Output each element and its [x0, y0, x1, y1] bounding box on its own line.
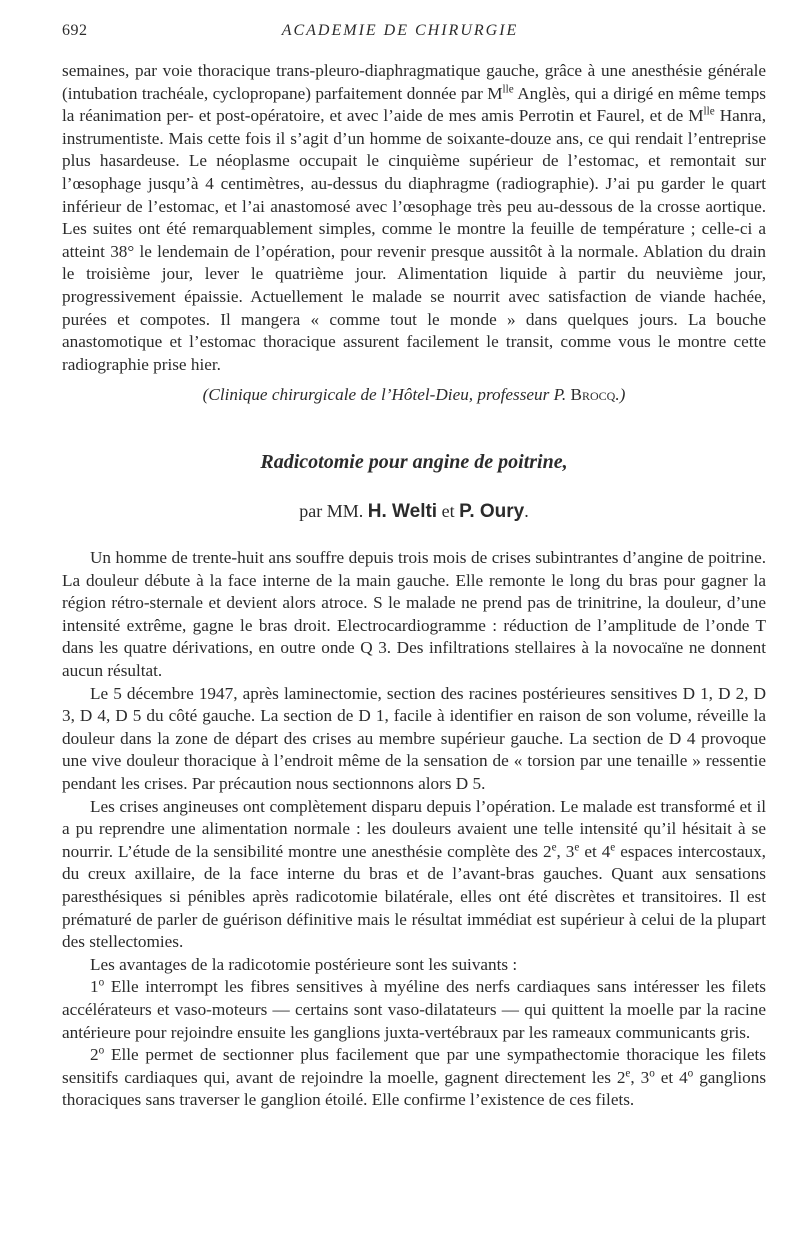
running-head: ACADEMIE DE CHIRURGIE — [281, 22, 519, 39]
body-text — [62, 60, 766, 1112]
author-welti: H. Welti — [367, 500, 438, 522]
article-title: Radicotomie pour angine de poitrine, — [260, 450, 568, 473]
article-paragraph-2: Le 5 décembre 1947, après laminectomie, section des racines postérieures sensitives D 1, D 2, D 3, D 4, D 5 du côté gauche. La section de D 1, facile à identifier en raison de son volume, réveille la douleur dans la zone de départ des crises au membre supérieur gauche. La section de D 4 provoque une vive douleur thoracique à l’endroit même de la sensation de « torsion par une tenaille » ressentie pendant les crises. Par précaution nous sectionnons alors D 5. — [62, 683, 766, 794]
article-authors: par MM. H. Welti et P. Oury. — [299, 500, 529, 522]
previous-article-paragraph: semaines, par voie thoracique trans-pleuro-diaphragmatique gauche, grâce à une anesthésie générale (intubation trachéale, cyclopropane) parfaitement donnée par $M^{lle}$ Anglès, qui a dirigé en même temps la réanimation per- et post-opératoire, et avec l’aide de mes amis Perrotin et Faurel, et de $M^{lle}$ Hanra, instrumentiste. Mais cette fois il s’agit d’un homme de soixante-douze ans, ce qui rendait l’entreprise plus hasardeuse. Le néoplasme occupait le cinquième supérieur de l’estomac, et remontait sur l’œsophage jusqu’à 4 centimètres, au-dessus du diaphragme (radiographie). J’ai pu garder le quart inférieur de l’estomac, et l’ai anastomosé avec l’œsophage très peu au-dessous de la crosse aortique. Les suites ont été remarquablement simples, comme le montre la feuille de température ; celle-ci a atteint 38° le lendemain de l’opération, pour revenir presque aussitôt à la normale. Ablation du drain le troisième jour, lever le quatrième jour. Alimentation liquide à partir du neuvième jour, progressivement épaissie. Actuellement le malade se nourrit avec satisfaction de viande hachée, purées et compotes. Il mangera « comme tout le monde » dans quelques jours. La bouche anastomotique et l’estomac thoracique assurent facilement le transit, comme vous le montre cette radiographie prise hier. — [62, 61, 766, 374]
article-paragraph-1: Un homme de trente-huit ans souffre depuis trois mois de crises subintrantes d’angine de poitrine. La douleur débute à la face interne de la main gauche. Elle remonte le long du bras pour gagner la région rétro-sternale et devient alors atroce. S le malade ne prend pas de trinitrine, la douleur, d’une intensité extrême, gagne le bras droit. Electrocardiogramme : réduction de l’amplitude de l’onde T dans les quatre dérivations, en outre onde Q 3. Des infiltrations stellaires à la novocaïne ne donnent aucun résultat. — [62, 548, 766, 681]
previous-article-signature: (Clinique chirurgicale de l’Hôtel-Dieu, professeur P. Brocq.) — [202, 385, 626, 405]
article-paragraph-5: 1$^o$ Elle interrompt les fibres sensitives à myéline des nerfs cardiaques sans intéresser les filets accélérateurs et vaso-moteurs — certains sont vaso-dilatateurs — qui quittent la moelle par la racine antérieure pour rejoindre ensuite les ganglions juxta-vertébraux par les rameaux communicants gris. — [62, 976, 766, 1042]
author-oury: P. Oury — [459, 500, 525, 522]
page-header — [62, 20, 738, 46]
page-number: 692 — [62, 22, 88, 39]
article-paragraph-6: 2$^o$ Elle permet de sectionner plus facilement que par une sympathectomie thoracique les filets sensitifs cardiaques qui, avant de rejoindre la moelle, gagnent directement les 2e, 3$^o$ et 4$^o$ ganglions thoraciques sans traverser le ganglion étoilé. Elle confirme l’existence de ces filets. — [62, 1044, 767, 1110]
article-paragraph-3: Les crises angineuses ont complètement disparu depuis l’opération. Le malade est transformé et il a pu reprendre une alimentation normale : les douleurs avaient une telle intensité qu’il hésitait à se nourrir. L’étude de la sensibilité montre une anesthésie complète des 2e, 3e et 4e espaces intercostaux, du creux axillaire, de la face interne du bras et de l’avant-bras gauches. Quant aux sensations paresthésiques si pénibles après radicotomie bilatérale, elles ont été discrètes et transitoires. Il est prématuré de parler de guérison définitive mais le résultat immédiat est supérieur à celui de la plupart des stellectomies. — [62, 796, 766, 952]
article-paragraph-4: Les avantages de la radicotomie postérieure sont les suivants : — [90, 954, 518, 974]
